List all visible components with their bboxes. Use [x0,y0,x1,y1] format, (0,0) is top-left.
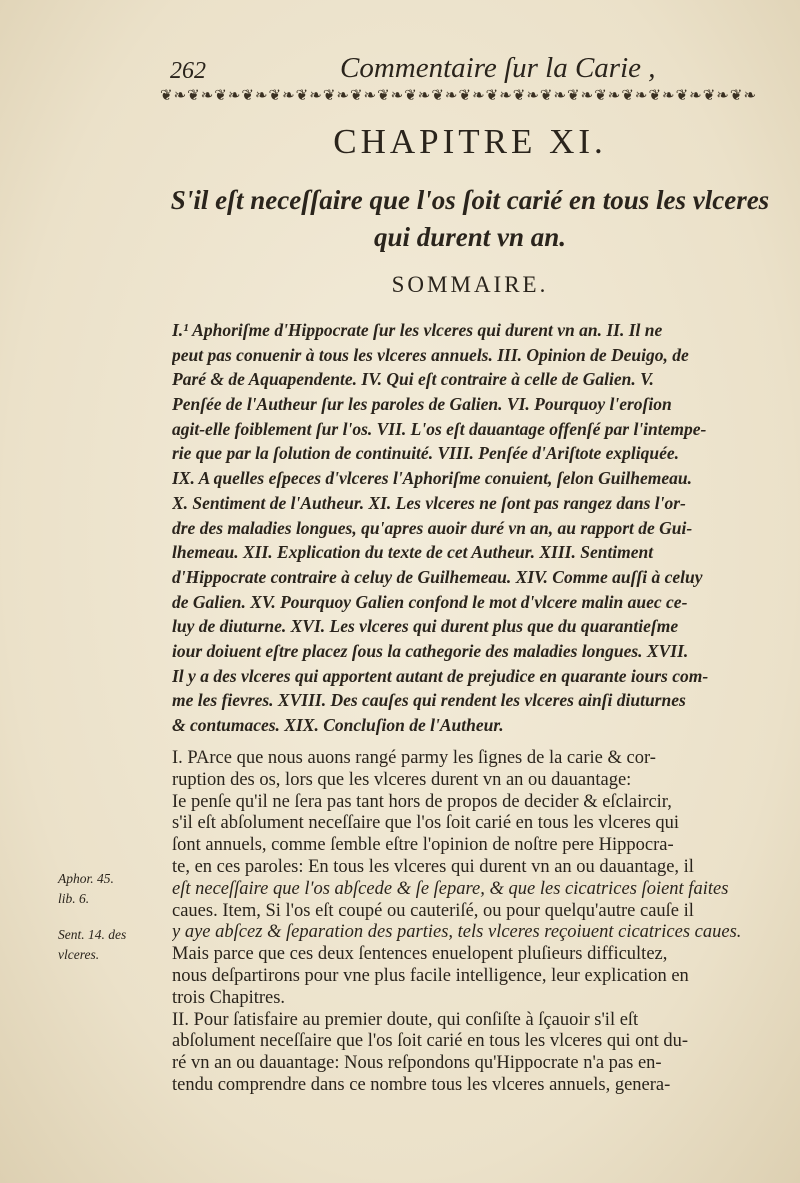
body-line: Ie penſe qu'il ne ſera pas tant hors de propos de decider & eſclaircir, [172,791,672,812]
summary-line: de Galien. XV. Pourquoy Galien confond le mot d'vlcere malin auec ce- [172,591,688,612]
page-number: 262 [170,58,206,84]
summary-line: Paré & de Aquapendente. IV. Qui eſt contraire à celle de Galien. V. [172,369,654,390]
summary-line: dre des maladies longues, qu'apres auoir duré vn an, au rapport de Gui- [172,517,693,538]
summary-line: & contumaces. XIX. Concluſion de l'Autheur. [172,715,504,735]
body-line: nous deſpartirons pour vne plus facile intelligence, leur explication en [172,965,689,986]
running-title: Commentaire ſur la Carie , [340,52,656,84]
body-line: s'il eſt abſolument neceſſaire que l'os ſoit carié en tous les vlceres qui [172,813,680,834]
chapter-subtitle-line: S'il eſt neceſſaire que l'os ſoit carié en tous les vlceres [170,185,770,215]
body-line: trois Chapitres. [172,987,286,1008]
summary-line: Il y a des vlceres qui apportent autant de prejudice en quarante iours com- [172,665,709,686]
summary-line: peut pas conuenir à tous les vlceres annuels. III. Opinion de Deuigo, de [172,344,689,365]
summary-line: lhemeau. XII. Explication du texte de cet Autheur. XIII. Sentiment [172,542,654,563]
body-line: caues. Item, Si l'os eſt coupé ou cauteriſé, ou pour quelqu'autre cauſe il [172,900,694,921]
margin-note-aphorism: Aphor. 45. [58,871,114,886]
body-line: eſt neceſſaire que l'os abſcede & ſe ſepare, & que les cicatrices ſoient faites [172,878,729,899]
summary-line: luy de diuturne. XVI. Les vlceres qui durent plus que du quarantieſme [172,616,679,637]
margin-note-sentence-topic: vlceres. [58,947,100,962]
summary-block [172,318,788,738]
body-line: tendu comprendre dans ce nombre tous les vlceres annuels, genera- [172,1074,671,1095]
summary-line: me les fievres. XVIII. Des cauſes qui rendent les vlceres ainſi diuturnes [172,690,686,711]
body-line: II. Pour ſatisfaire au premier doute, qui conſiſte à ſçauoir s'il eſt [172,1009,639,1030]
body-line: abſolument neceſſaire que l'os ſoit carié en tous les vlceres qui ont du- [172,1031,689,1052]
body-line: I. PArce que nous auons rangé parmy les ſignes de la carie & cor- [172,748,656,768]
chapter-title: CHAPITRE XI. [333,122,607,161]
body-line: Mais parce que ces deux ſentences enuelopent pluſieurs difficultez, [172,944,668,965]
summary-line: Penſée de l'Autheur ſur les paroles de Galien. VI. Pourquoy l'eroſion [172,394,672,415]
body-text [172,748,788,1097]
margin-note-sentence: Sent. 14. des [58,927,127,942]
summary-line: agit-elle foiblement ſur l'os. VII. L'os eſt dauantage offenſé par l'intempe- [172,418,707,439]
chapter-subtitle [160,182,780,256]
body-line: te, en ces paroles: En tous les vlceres qui durent vn an ou dauantage, il [172,856,694,877]
summary-line: iour doiuent eſtre placez ſous la cathegorie des maladies longues. XVII. [172,640,689,661]
chapter-subtitle-line: qui durent vn an. [373,222,567,252]
summary-line: IX. A quelles eſpeces d'vlceres l'Aphoriſme conuient, ſelon Guilhemeau. [172,468,692,489]
ornamental-border: ❦❧❦❧❦❧❦❧❦❧❦❧❦❧❦❧❦❧❦❧❦❧❦❧❦❧❦❧❦❧❦❧❦❧❦❧❦❧❦❧❦❧❦❧ [160,88,758,104]
summary-line: X. Sentiment de l'Autheur. XI. Les vlceres ne ſont pas rangez dans l'or- [172,492,686,513]
margin-note-aphorism-book: lib. 6. [58,891,90,906]
summary-line: I.¹ Aphoriſme d'Hippocrate ſur les vlceres qui durent vn an. II. Il ne [172,320,663,340]
page-header [170,52,770,86]
body-line: ré vn an ou dauantage: Nous reſpondons qu'Hippocrate n'a pas en- [172,1053,662,1074]
body-line: ruption des os, lors que les vlceres durent vn an ou dauantage: [172,769,632,790]
summary-line: d'Hippocrate contraire à celuy de Guilhemeau. XIV. Comme auſſi à celuy [172,566,703,587]
body-line: ſont annuels, comme ſemble eſtre l'opinion de noſtre pere Hippocra- [172,835,674,856]
summary-line: rie que par la ſolution de continuité. VIII. Penſée d'Ariſtote expliquée. [172,443,680,464]
summary-heading: SOMMAIRE. [391,272,549,297]
body-line: y aye abſcez & ſeparation des parties, tels vlceres reçoiuent cicatrices caues. [172,922,742,943]
